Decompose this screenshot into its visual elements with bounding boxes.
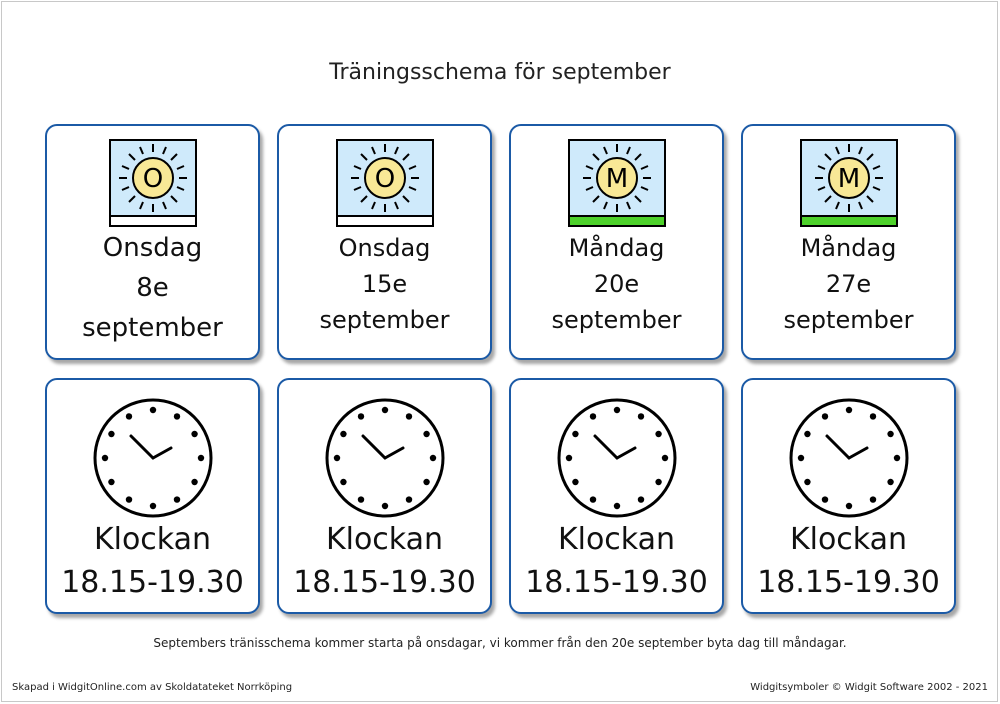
svg-text:M: M (837, 164, 860, 194)
clock-icon (323, 396, 447, 520)
svg-text:O: O (374, 164, 395, 194)
day-card-3 (509, 124, 724, 360)
day-card-2 (277, 124, 492, 360)
sun-o-icon (108, 138, 198, 228)
time-label: Klockan 18.15-19.30 (757, 522, 940, 600)
sun-m-icon (567, 138, 667, 228)
day-card-4 (741, 124, 956, 360)
svg-text:M: M (605, 164, 628, 194)
footer-copyright: Widgitsymboler © Widgit Software 2002 - 2021 (750, 682, 988, 693)
clock-icon (787, 396, 911, 520)
footer-credit: Skapad i WidgitOnline.com av Skoldatateket Norrköping (12, 682, 293, 693)
clock-icon (91, 396, 215, 520)
sun-m-icon (799, 138, 899, 228)
time-label: Klockan 18.15-19.30 (61, 522, 244, 600)
page-title: Träningsschema för september (329, 60, 671, 85)
time-card-3 (509, 378, 724, 614)
time-card-1 (45, 378, 260, 614)
sun-o-icon (335, 138, 435, 228)
time-card-2 (277, 378, 492, 614)
day-label: Onsdag 15e september (319, 234, 450, 334)
clock-icon (555, 396, 679, 520)
day-label: Måndag 20e september (551, 234, 682, 334)
schedule-note: Septembers tränisschema kommer starta på onsdagar, vi kommer från den 20e september byta dag till måndagar. (153, 636, 847, 650)
svg-text:O: O (142, 164, 163, 194)
time-label: Klockan 18.15-19.30 (525, 522, 708, 600)
time-label: Klockan 18.15-19.30 (293, 522, 476, 600)
time-card-4 (741, 378, 956, 614)
day-label: Måndag 27e september (783, 234, 914, 334)
day-card-1 (45, 124, 260, 360)
day-label: Onsdag 8e september (82, 233, 223, 343)
